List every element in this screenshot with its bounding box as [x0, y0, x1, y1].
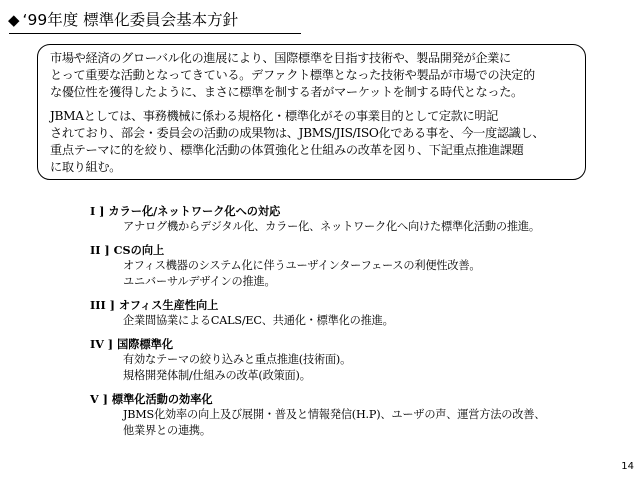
item-heading	[90, 391, 610, 407]
intro-box	[37, 44, 586, 180]
item-title: カラー化/ネットワーク化への対応	[108, 204, 281, 218]
item-description: アナログ機からデジタル化、カラー化、ネットワーク化へ向けた標準化活動の推進。	[123, 220, 540, 233]
item-heading	[90, 336, 610, 352]
intro-line: 重点テーマに的を絞り、標準化活動の体質強化と仕組みの改革を図り、下記重点推進課題	[50, 143, 524, 157]
item-heading	[90, 242, 610, 258]
item-number: V ]	[90, 392, 108, 406]
intro-line: とって重要な活動となってきている。デファクト標準となった技術や製品が市場での決定的	[50, 68, 535, 82]
diamond-bullet-icon: ◆	[8, 11, 20, 29]
item-number: III ]	[90, 298, 115, 312]
intro-paragraph-2	[50, 108, 579, 176]
item-title: CSの向上	[113, 243, 165, 257]
page-number: 14	[621, 461, 634, 472]
item-description: ユニバーサルデザインの推進。	[123, 275, 276, 288]
priority-items-list	[90, 203, 610, 446]
item-title: 標準化活動の効率化	[111, 392, 213, 406]
item-heading	[90, 203, 610, 219]
item-title: オフィス生産性向上	[118, 298, 219, 312]
item-description: 企業間協業によるCALS/EC、共通化・標準化の推進。	[123, 314, 394, 327]
item-number: I ]	[90, 204, 105, 218]
intro-line: 市場や経済のグローバル化の進展により、国際標準を目指す技術や、製品開発が企業に	[50, 51, 511, 65]
item-heading	[90, 297, 610, 313]
intro-line: な優位性を獲得したように、まさに標準を制する者がマーケットを制する時代となった。	[50, 85, 523, 99]
item-number: IV ]	[90, 337, 114, 351]
intro-line: に取り組む。	[50, 160, 122, 174]
priority-item-3	[90, 297, 610, 329]
intro-line: JBMAとしては、事務機械に係わる規格化・標準化がその事業目的として定款に明記	[50, 109, 499, 123]
item-title: 国際標準化	[117, 337, 174, 351]
slide-header	[8, 9, 238, 31]
priority-item-5	[90, 391, 610, 439]
intro-line: されており、部会・委員会の活動の成果物は、JBMS/JIS/ISO化である事を、今一度認識し、	[50, 126, 545, 140]
intro-paragraph-1	[50, 50, 579, 101]
priority-item-1	[90, 203, 610, 235]
item-description: 規格開発体制/仕組みの改革(政策面)。	[123, 369, 311, 382]
item-number: II ]	[90, 243, 110, 257]
priority-item-4	[90, 336, 610, 384]
page-title: ‘99年度 標準化委員会基本方針	[22, 11, 239, 29]
priority-item-2	[90, 242, 610, 290]
item-description: JBMS化効率の向上及び展開・普及と情報発信(H.P)、ユーザの声、運営方法の改善、	[123, 408, 546, 421]
item-description: 有効なテーマの絞り込みと重点推進(技術面)。	[123, 353, 352, 366]
item-description: 他業界との連携。	[123, 424, 211, 437]
item-description: オフィス機器のシステム化に伴うユーザインターフェースの利便性改善。	[123, 259, 481, 272]
title-underline	[9, 33, 301, 34]
